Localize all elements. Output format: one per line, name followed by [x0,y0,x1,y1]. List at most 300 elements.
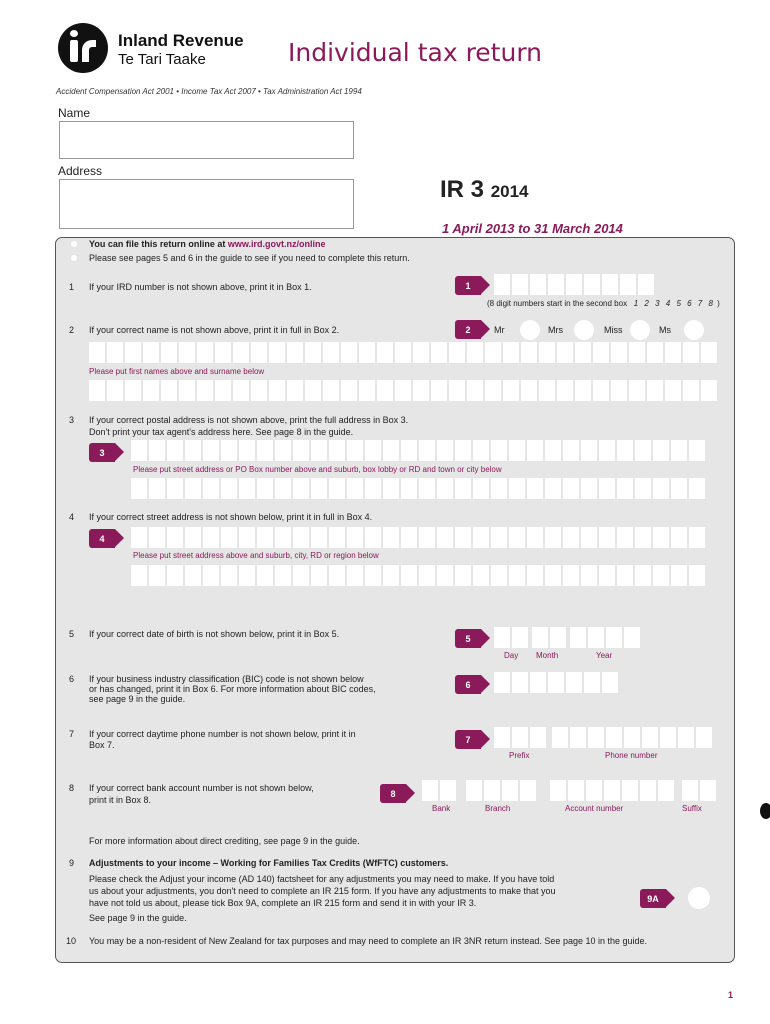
entry-cell[interactable] [473,527,489,548]
entry-cell[interactable] [491,527,507,548]
entry-cell[interactable] [239,527,255,548]
street-address-line1[interactable] [131,527,705,548]
entry-cell[interactable] [606,727,622,748]
entry-cell[interactable] [293,527,309,548]
entry-cell[interactable] [548,672,564,693]
entry-cell[interactable] [347,478,363,499]
entry-cell[interactable] [604,780,620,801]
entry-cell[interactable] [311,478,327,499]
dob-day-cells[interactable] [494,627,528,648]
entry-cell[interactable] [545,565,561,586]
entry-cell[interactable] [293,478,309,499]
entry-cell[interactable] [599,478,615,499]
ir-code: IR 3 [440,176,485,203]
entry-cell[interactable] [509,565,525,586]
entry-cell[interactable] [419,478,435,499]
entry-cell[interactable] [611,342,627,363]
entry-cell[interactable] [689,565,705,586]
entry-cell[interactable] [563,527,579,548]
entry-cell[interactable] [365,527,381,548]
entry-cell[interactable] [359,380,375,401]
entry-cell[interactable] [107,380,123,401]
title-ms-radio[interactable] [684,320,704,340]
entry-cell[interactable] [449,342,465,363]
entry-cell[interactable] [658,780,674,801]
entry-cell[interactable] [437,440,453,461]
ird-number-cells[interactable] [494,274,654,295]
entry-cell[interactable] [287,342,303,363]
entry-cell[interactable] [671,565,687,586]
entry-cell[interactable] [467,380,483,401]
entry-cell[interactable] [377,380,393,401]
entry-cell[interactable] [221,440,237,461]
entry-cell[interactable] [149,440,165,461]
entry-cell[interactable] [311,565,327,586]
q9-line-3: have not told us about, please tick Box 9A, complete an IR 215 form and send it in with your IR 3. [89,898,477,908]
entry-cell[interactable] [635,478,651,499]
dob-month-cells[interactable] [532,627,566,648]
title-mr-radio[interactable] [520,320,540,340]
entry-cell[interactable] [239,478,255,499]
title-miss-radio[interactable] [630,320,650,340]
dob-year-label: Year [596,651,613,660]
entry-cell[interactable] [599,565,615,586]
entry-cell[interactable] [377,342,393,363]
entry-cell[interactable] [700,780,716,801]
entry-cell[interactable] [161,342,177,363]
entry-cell[interactable] [143,342,159,363]
entry-cell[interactable] [635,527,651,548]
entry-cell[interactable] [602,672,618,693]
entry-cell[interactable] [440,780,456,801]
entry-cell[interactable] [221,527,237,548]
phone-prefix-cells[interactable] [494,727,546,748]
entry-cell[interactable] [527,565,543,586]
entry-cell[interactable] [257,527,273,548]
entry-cell[interactable] [611,380,627,401]
entry-cell[interactable] [563,440,579,461]
entry-cell[interactable] [602,274,618,295]
entry-cell[interactable] [653,440,669,461]
entry-cell[interactable] [635,440,651,461]
entry-cell[interactable] [568,780,584,801]
entry-cell[interactable] [383,527,399,548]
entry-cell[interactable] [131,565,147,586]
entry-cell[interactable] [419,440,435,461]
street-address-line2[interactable] [131,565,705,586]
entry-cell[interactable] [575,380,591,401]
entry-cell[interactable] [419,527,435,548]
entry-cell[interactable] [584,672,600,693]
entry-cell[interactable] [530,727,546,748]
entry-cell[interactable] [638,274,654,295]
entry-cell[interactable] [494,274,510,295]
entry-cell[interactable] [305,342,321,363]
entry-cell[interactable] [401,565,417,586]
entry-cell[interactable] [521,380,537,401]
address-label: Address [58,164,103,178]
first-names-cells[interactable] [89,342,717,363]
entry-cell[interactable] [359,342,375,363]
entry-cell[interactable] [683,342,699,363]
entry-cell[interactable] [588,727,604,748]
guide-note: Please see pages 5 and 6 in the guide to see if you need to complete this return. [89,253,410,263]
q1-hint [487,299,720,308]
entry-cell[interactable] [305,380,321,401]
entry-cell[interactable] [503,380,519,401]
entry-cell[interactable] [161,380,177,401]
entry-cell[interactable] [323,380,339,401]
entry-cell[interactable] [347,440,363,461]
q6-text-1: If your business industry classification (BIC) code is not shown below [89,674,364,684]
dob-day-label: Day [504,651,519,660]
entry-cell[interactable] [455,527,471,548]
box-8-tag: 8 [380,784,406,803]
account-number-label: Account number [565,804,624,813]
entry-cell[interactable] [143,380,159,401]
entry-cell[interactable] [422,780,438,801]
entry-cell[interactable] [512,672,528,693]
q1-number: 1 [68,282,74,292]
page-title: Individual tax return [288,38,543,67]
entry-cell[interactable] [257,440,273,461]
q9-line-1: Please check the Adjust your income (AD 140) factsheet for any adjustments you may need to make. If you have told [89,874,555,884]
entry-cell[interactable] [466,780,482,801]
entry-cell[interactable] [653,478,669,499]
entry-cell[interactable] [620,274,636,295]
entry-cell[interactable] [437,565,453,586]
entry-cell[interactable] [89,342,105,363]
q4-text: If your correct street address is not shown below, print it in full in Box 4. [89,512,373,522]
entry-cell[interactable] [539,380,555,401]
entry-cell[interactable] [473,478,489,499]
phone-number-cells[interactable] [552,727,712,748]
entry-cell[interactable] [413,380,429,401]
entry-cell[interactable] [365,478,381,499]
entry-cell[interactable] [512,627,528,648]
entry-cell[interactable] [473,565,489,586]
entry-cell[interactable] [455,478,471,499]
entry-cell[interactable] [449,380,465,401]
entry-cell[interactable] [575,342,591,363]
entry-cell[interactable] [185,565,201,586]
entry-cell[interactable] [584,274,600,295]
entry-cell[interactable] [701,380,717,401]
entry-cell[interactable] [509,478,525,499]
entry-cell[interactable] [275,527,291,548]
entry-cell[interactable] [485,342,501,363]
entry-cell[interactable] [593,380,609,401]
entry-cell[interactable] [413,342,429,363]
entry-cell[interactable] [689,478,705,499]
entry-cell[interactable] [185,440,201,461]
entry-cell[interactable] [89,380,105,401]
entry-cell[interactable] [269,380,285,401]
entry-cell[interactable] [689,527,705,548]
entry-cell[interactable] [167,478,183,499]
q10-text: You may be a non-resident of New Zealand for tax purposes and may need to complete an IR 3NR return instead. See page 10 in the guide. [89,936,648,946]
entry-cell[interactable] [689,440,705,461]
entry-cell[interactable] [491,565,507,586]
entry-cell[interactable] [437,527,453,548]
entry-cell[interactable] [311,527,327,548]
entry-cell[interactable] [491,478,507,499]
entry-cell[interactable] [502,780,518,801]
entry-cell[interactable] [167,565,183,586]
entry-cell[interactable] [341,342,357,363]
branch-cells[interactable] [466,780,536,801]
entry-cell[interactable] [606,627,622,648]
entry-cell[interactable] [566,274,582,295]
bullet [71,241,77,247]
entry-cell[interactable] [520,780,536,801]
entry-cell[interactable] [287,380,303,401]
entry-cell[interactable] [329,527,345,548]
entry-cell[interactable] [527,440,543,461]
entry-cell[interactable] [617,565,633,586]
entry-cell[interactable] [179,380,195,401]
title-mrs-radio[interactable] [574,320,594,340]
entry-cell[interactable] [275,565,291,586]
page-number: 1 [728,990,734,1000]
q8-text-1: If your correct bank account number is not shown below, [89,783,314,793]
entry-cell[interactable] [329,565,345,586]
bank-code-cells[interactable] [422,780,456,801]
q2-text: If your correct name is not shown above, print it in full in Box 2. [89,325,340,335]
entry-cell[interactable] [701,342,717,363]
entry-cell[interactable] [203,440,219,461]
entry-cell[interactable] [107,342,123,363]
entry-cell[interactable] [586,780,602,801]
entry-cell[interactable] [696,727,712,748]
online-link[interactable]: www.ird.govt.nz/online [227,239,326,249]
q1-hint-close: ) [717,299,720,308]
entry-cell[interactable] [509,527,525,548]
entry-cell[interactable] [203,565,219,586]
entry-cell[interactable] [401,478,417,499]
dob-year-cells[interactable] [570,627,640,648]
entry-cell[interactable] [484,780,500,801]
entry-cell[interactable] [167,527,183,548]
name-field[interactable] [59,121,354,159]
entry-cell[interactable] [125,342,141,363]
q3-text: If your correct postal address is not shown above, print the full address in Box 3. [89,415,409,425]
entry-cell[interactable] [251,380,267,401]
entry-cell[interactable] [671,527,687,548]
entry-cell[interactable] [683,380,699,401]
entry-cell[interactable] [239,565,255,586]
entry-cell[interactable] [563,478,579,499]
entry-cell[interactable] [665,342,681,363]
entry-cell[interactable] [467,342,483,363]
entry-cell[interactable] [149,478,165,499]
account-number-cells[interactable] [550,780,674,801]
entry-cell[interactable] [552,727,568,748]
entry-cell[interactable] [257,565,273,586]
address-field[interactable] [59,179,354,229]
entry-cell[interactable] [635,565,651,586]
q8-text-2: print it in Box 8. [89,795,152,805]
entry-cell[interactable] [275,440,291,461]
postal-address-line1[interactable] [131,440,705,461]
entry-cell[interactable] [293,440,309,461]
entry-cell[interactable] [494,727,510,748]
entry-cell[interactable] [671,440,687,461]
entry-cell[interactable] [329,440,345,461]
entry-cell[interactable] [431,380,447,401]
entry-cell[interactable] [530,672,546,693]
box-9a-checkbox[interactable] [688,887,710,909]
entry-cell[interactable] [581,478,597,499]
entry-cell[interactable] [665,380,681,401]
entry-cell[interactable] [473,440,489,461]
entry-cell[interactable] [167,440,183,461]
entry-cell[interactable] [509,440,525,461]
entry-cell[interactable] [678,727,694,748]
entry-cell[interactable] [203,527,219,548]
entry-cell[interactable] [341,380,357,401]
entry-cell[interactable] [179,342,195,363]
entry-cell[interactable] [275,478,291,499]
box-7-tag: 7 [455,730,481,749]
entry-cell[interactable] [365,565,381,586]
entry-cell[interactable] [494,627,510,648]
entry-cell[interactable] [215,380,231,401]
entry-cell[interactable] [197,380,213,401]
entry-cell[interactable] [530,274,546,295]
entry-cell[interactable] [599,527,615,548]
entry-cell[interactable] [550,780,566,801]
bic-code-cells[interactable] [494,672,618,693]
entry-cell[interactable] [660,727,676,748]
entry-cell[interactable] [503,342,519,363]
entry-cell[interactable] [485,380,501,401]
entry-cell[interactable] [203,478,219,499]
q3-hint: Please put street address or PO Box number above and suburb, box lobby or RD and town or city below [133,465,502,474]
entry-cell[interactable] [617,527,633,548]
entry-cell[interactable] [521,342,537,363]
entry-cell[interactable] [581,565,597,586]
entry-cell[interactable] [365,440,381,461]
entry-cell[interactable] [431,342,447,363]
entry-cell[interactable] [640,780,656,801]
entry-cell[interactable] [131,478,147,499]
entry-cell[interactable] [125,380,141,401]
entry-cell[interactable] [512,727,528,748]
entry-cell[interactable] [527,527,543,548]
entry-cell[interactable] [671,478,687,499]
entry-cell[interactable] [647,342,663,363]
entry-cell[interactable] [239,440,255,461]
entry-cell[interactable] [329,478,345,499]
entry-cell[interactable] [149,527,165,548]
entry-cell[interactable] [557,380,573,401]
entry-cell[interactable] [512,274,528,295]
entry-cell[interactable] [455,440,471,461]
entry-cell[interactable] [383,565,399,586]
entry-cell[interactable] [293,565,309,586]
title-ms-label: Ms [659,325,671,335]
entry-cell[interactable] [323,342,339,363]
entry-cell[interactable] [622,780,638,801]
entry-cell[interactable] [548,274,564,295]
entry-cell[interactable] [221,565,237,586]
entry-cell[interactable] [617,478,633,499]
entry-cell[interactable] [494,672,510,693]
entry-cell[interactable] [383,440,399,461]
entry-cell[interactable] [269,342,285,363]
entry-cell[interactable] [347,527,363,548]
postal-address-line2[interactable] [131,478,705,499]
entry-cell[interactable] [131,440,147,461]
entry-cell[interactable] [401,527,417,548]
entry-cell[interactable] [347,565,363,586]
suffix-cells[interactable] [682,780,716,801]
entry-cell[interactable] [653,565,669,586]
entry-cell[interactable] [395,380,411,401]
entry-cell[interactable] [624,627,640,648]
entry-cell[interactable] [185,527,201,548]
q9-line-4: See page 9 in the guide. [89,913,187,923]
entry-cell[interactable] [383,478,399,499]
entry-cell[interactable] [599,440,615,461]
entry-cell[interactable] [629,342,645,363]
entry-cell[interactable] [581,527,597,548]
entry-cell[interactable] [251,342,267,363]
entry-cell[interactable] [647,380,663,401]
entry-cell[interactable] [539,342,555,363]
entry-cell[interactable] [545,478,561,499]
entry-cell[interactable] [131,527,147,548]
entry-cell[interactable] [557,342,573,363]
entry-cell[interactable] [401,440,417,461]
entry-cell[interactable] [593,342,609,363]
entry-cell[interactable] [624,727,640,748]
entry-cell[interactable] [185,478,201,499]
entry-cell[interactable] [566,672,582,693]
entry-cell[interactable] [215,342,231,363]
entry-cell[interactable] [455,565,471,586]
entry-cell[interactable] [570,627,586,648]
entry-cell[interactable] [617,440,633,461]
entry-cell[interactable] [491,440,507,461]
entry-cell[interactable] [653,527,669,548]
entry-cell[interactable] [588,627,604,648]
entry-cell[interactable] [545,440,561,461]
entry-cell[interactable] [221,478,237,499]
entry-cell[interactable] [197,342,213,363]
entry-cell[interactable] [233,342,249,363]
entry-cell[interactable] [437,478,453,499]
entry-cell[interactable] [581,440,597,461]
entry-cell[interactable] [233,380,249,401]
entry-cell[interactable] [563,565,579,586]
entry-cell[interactable] [311,440,327,461]
entry-cell[interactable] [629,380,645,401]
entry-cell[interactable] [550,627,566,648]
entry-cell[interactable] [682,780,698,801]
entry-cell[interactable] [532,627,548,648]
entry-cell[interactable] [149,565,165,586]
entry-cell[interactable] [257,478,273,499]
entry-cell[interactable] [545,527,561,548]
entry-cell[interactable] [642,727,658,748]
entry-cell[interactable] [570,727,586,748]
entry-cell[interactable] [527,478,543,499]
surname-cells[interactable] [89,380,717,401]
entry-cell[interactable] [395,342,411,363]
entry-cell[interactable] [419,565,435,586]
